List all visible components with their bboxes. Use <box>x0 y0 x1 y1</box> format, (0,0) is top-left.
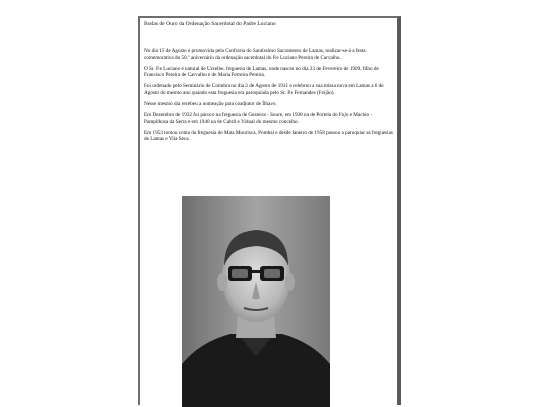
document-body <box>144 21 395 148</box>
paragraph: O Sr. P.e Luciano é natural de Urzelhe, freguesia de Lamas, onde nasceu no dia 23 de Fevereiro de 1909, filho de Francisco Pereira de Carvalho e de Maria Ferreira Pereira. <box>144 65 379 79</box>
paragraph: Nesse mesmo dia recebeu a nomeação para coadjutor de Ílhavo. <box>144 101 277 108</box>
paragraph: No dia 15 de Agosto e promovida pela Confraria do Santíssimo Sacramento de Lamas, realizar-se-á a festa comemorativa do 50.º aniversário da ordenação sacerdotal do P.e Luciano Pereira de Carvalho. <box>144 48 366 61</box>
paragraph: Em 1953 tomou conta da freguesia de Mata Mourisca, Pombal e desde Janeiro de 1958 passou a paroquiar as freguesias de Lamas e Vila Seca. <box>144 129 393 143</box>
document-title: Bodas de Ouro da Ordenação Sacerdotal do Padre Luciano <box>144 21 276 27</box>
priest-portrait-photo <box>182 196 330 407</box>
paragraph: Foi ordenado pelo Seminário de Coimbra no dia 2 de Agosto de 1931 e celebrou a sua missa nova em Lamas a 6 de Agosto do mesmo ano quando esta freguesia era paroquiada pelo Sr. P.e Fernandes (Feijão). <box>144 83 384 96</box>
document-page <box>138 16 401 405</box>
paragraph: Em Dezembro de 1932 foi pároco na freguesia de Gesteira - Soure, em 1938 na de Portela do Fojo e Machio - Pampilhosa da Serra e em 1940 na de Cabril e Vidual do mesmo concelho. <box>144 112 373 125</box>
